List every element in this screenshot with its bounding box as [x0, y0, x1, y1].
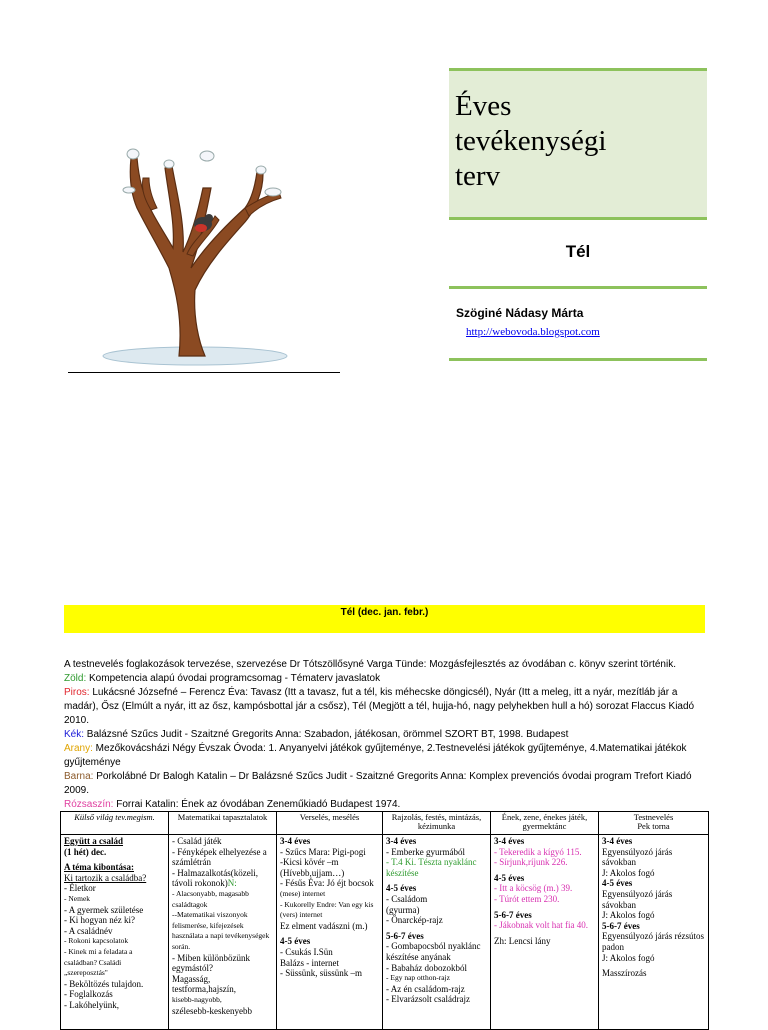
season-band: Tél (dec. jan. febr.)	[64, 605, 705, 633]
header-cell: Matematikai tapasztalatok	[169, 812, 277, 835]
source-line: Arany: Mezőkovácsházi Négy Évszak Óvoda: 1. Anyanyelvi játékok gyűjteménye, 2.Testnevelési játékok gyűjteménye, 4.Matematikai játékok gyűjteménye	[64, 743, 687, 768]
sources-list	[64, 658, 708, 812]
table-cell: - Család játék - Fényképek elhelyezése a számlétrán - Halmazalkotás(közeli, távoli rokonok)N: - Alacsonyabb, magasabb családtagok --Matematikai viszonyok felismerése, kifejezések használata a napi tevékenységek során. - Miben különbözünk egymástól? Magasság, testforma,hajszín, kisebb-nagyobb, szélesebb-keskenyebb	[169, 835, 277, 1030]
source-line: Kék: Balázsné Szűcs Judit - Szaitzné Gregorits Anna: Szabadon, játékosan, örömmel SZORT BT, 1998. Budapest	[64, 729, 569, 740]
table-cell: 3-4 éves - Szűcs Mara: Pigi-pogi -Kicsi kövér –m (Hívebb,ujjam…) - Fésűs Éva: Jó éjt bocsok (mese) internet - Kukorelly Endre: Van egy kis (vers) internet Ez elment vadászni (m.) 4-5 éves - Csukás I.Sün Balázs - internet - Süssünk, süssünk –m	[277, 835, 383, 1030]
header-cell: Ének, zene, énekes játék, gyermektánc	[491, 812, 599, 835]
blog-link[interactable]: http://webovoda.blogspot.com	[466, 326, 600, 338]
green-rule	[449, 358, 707, 361]
title-box	[449, 68, 707, 220]
author-name: Szöginé Nádasy Márta	[456, 306, 584, 320]
table-cell: Együtt a család (1 hét) dec. A téma kibontása: Ki tartozik a családba? - Életkor - Nemek - A gyermek születése - Ki hogyan néz ki? - A családnév - Rokoni kapcsolatok - Kinek mi a feladata a családban? Családi „szereposztás" - Beköltözés tulajdon. - Foglalkozás - Lakóhelyünk,	[61, 835, 169, 1030]
source-line: Rózsaszín: Forrai Katalin: Ének az óvodában Zeneműkiadó Budapest 1974.	[64, 799, 401, 810]
header-cell: Verselés, mesélés	[277, 812, 383, 835]
divider-line	[68, 372, 340, 373]
header-cell: Külső világ tev.megism.	[61, 812, 169, 835]
season-heading: Tél	[565, 242, 591, 261]
header-cell: Testnevelés Pek torna	[599, 812, 709, 835]
green-rule	[449, 286, 707, 289]
table-cell: 3-4 éves - Tekeredik a kígyó 115. - Sírjunk,ríjunk 226. 4-5 éves - Itt a köcsög (m.) 39. - Túrót ettem 230. 5-6-7 éves - Jákobnak volt hat fia 40. Zh: Lencsi lány	[491, 835, 599, 1030]
activity-table	[60, 811, 709, 1030]
source-line: Piros: Lukácsné Józsefné – Ferencz Éva: Tavasz (Itt a tavasz, fut a tél, kis méhecske döngicsél), Nyár (Itt a meleg, itt a nyár, mezítláb jár a madár), Ősz (Elmúlt a nyár, itt az ősz, kampósbottal jár a csősz), Tél (Megjött a tél, hujja-hó, nagy pelyhekben hull a hó) sorozat Flaccus Kiadó 2010.	[64, 687, 695, 726]
source-line: Zöld: Kompetencia alapú óvodai programcsomag - Tématerv javaslatok	[64, 673, 381, 684]
source-line: Barna: Porkolábné Dr Balogh Katalin – Dr Balázsné Szűcs Judit - Szaitzné Gregorits Anna: Komplex prevenciós óvodai program Trefort Kiadó 2009.	[64, 771, 692, 796]
source-line: A testnevelés foglakozások tervezése, szervezése Dr Tótszöllősyné Varga Tünde: Mozgásfejlesztés az óvodában c. könyv szerint történik.	[64, 659, 676, 670]
winter-tree-illustration	[95, 128, 295, 368]
page-title: Éves tevékenységi terv	[455, 90, 607, 192]
table-cell: 3-4 éves - Emberke gyurmából - T.4 Ki. Tészta nyaklánc készítése 4-5 éves - Családom (gyurma) - Önarckép-rajz 5-6-7 éves - Gombapocsból nyaklánc készítése anyának - Babaház dobozokból - Egy nap otthon-rajz - Az én családom-rajz - Elvarázsolt családrajz	[383, 835, 491, 1030]
header-cell: Rajzolás, festés, mintázás, kézimunka	[383, 812, 491, 835]
table-cell: 3-4 éves Egyensúlyozó járás sávokban J: Akolos fogó 4-5 éves Egyensúlyozó járás sávokban J: Akolos fogó 5-6-7 éves Egyensúlyozó járás rézsútos padon J: Akolos fogó Masszírozás	[599, 835, 709, 1030]
